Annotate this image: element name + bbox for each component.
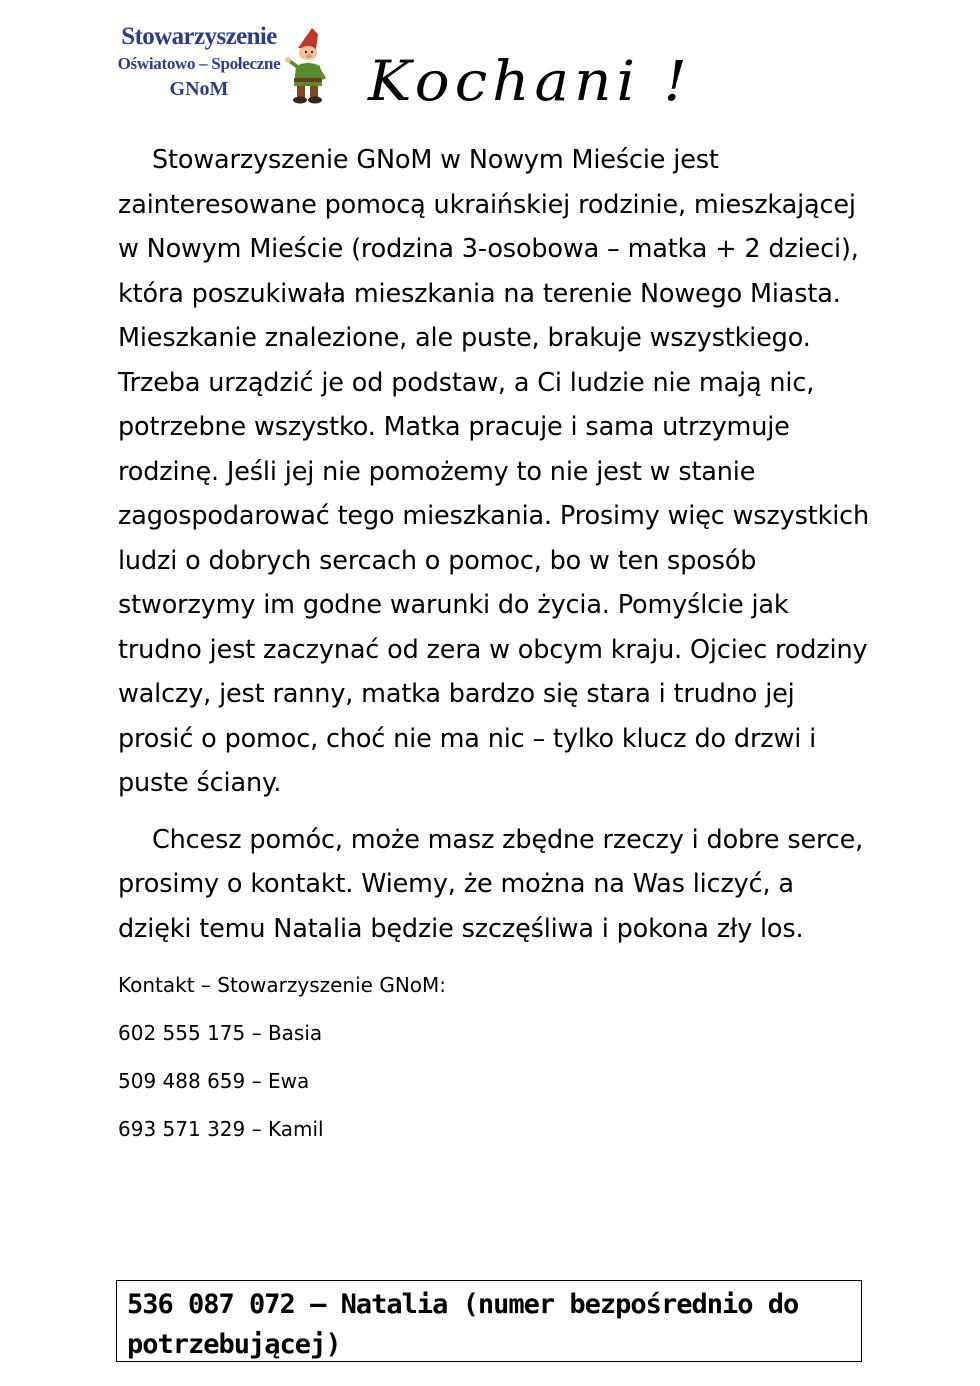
gnome-icon — [282, 26, 330, 106]
contact-entry-basia: 602 555 175 – Basia — [118, 1021, 323, 1045]
direct-contact-box: 536 087 072 – Natalia (numer bezpośrednio do potrzebującej) — [116, 1280, 862, 1362]
letter-body — [118, 138, 870, 1153]
logo-text — [116, 22, 282, 102]
logo-line-1: Stowarzyszenie — [121, 23, 277, 50]
page-title: Kochani ! — [368, 48, 692, 114]
contact-list — [118, 961, 870, 1153]
logo-line-3: GNoM — [169, 78, 229, 100]
logo-line-2: Oświatowo – Społeczne — [117, 54, 281, 73]
contact-entry-kamil: 693 571 329 – Kamil — [118, 1117, 324, 1141]
contact-label: Kontakt – Stowarzyszenie GNoM: — [118, 973, 447, 997]
paragraph-appeal-text: Stowarzyszenie GNoM w Nowym Mieście jest zainteresowane pomocą ukraińskiej rodzinie, mieszkającej w Nowym Mieście (rodzina 3-osobowa – matka + 2 dzieci), która poszukiwała mieszkania na terenie Nowego Miasta. Mieszkanie znalezione, ale puste, brakuje wszystkiego. Trzeba urządzić je od podstaw, a Ci ludzie nie mają nic, potrzebne wszystko. Matka pracuje i sama utrzymuje rodzinę. Jeśli jej nie pomożemy to nie jest w stanie zagospodarować tego mieszkania. Prosimy więc wszystkich ludzi o dobrych sercach o pomoc, bo w ten sposób stworzymy im godne warunki do życia. Pomyślcie jak trudno jest zaczynać od zera w obcym kraju. Ojciec rodziny walczy, jest ranny, matka bardzo się stara i trudno jej prosić o pomoc, choć nie ma nic – tylko klucz do drzwi i puste ściany. — [118, 145, 870, 798]
contact-entry-ewa: 509 488 659 – Ewa — [118, 1069, 310, 1093]
paragraph-call-to-action-text: Chcesz pomóc, może masz zbędne rzeczy i dobre serce, prosimy o kontakt. Wiemy, że można na Was liczyć, a dzięki temu Natalia będzie szczęśliwa i pokona zły los. — [118, 824, 864, 944]
logo — [116, 20, 334, 108]
paragraph-appeal — [118, 138, 870, 806]
paragraph-call-to-action — [118, 818, 870, 952]
